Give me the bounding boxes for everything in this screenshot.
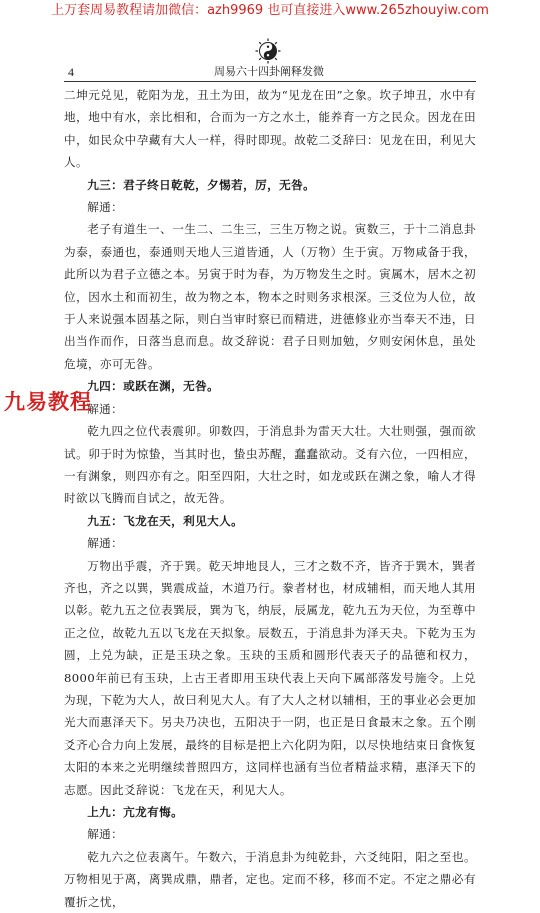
subheading: 解通： — [87, 200, 124, 215]
line-heading: 九五：飞龙在天，利见大人。 — [87, 513, 244, 528]
paragraph: 乾九四之位代表震卯。卯数四，于消息卦为雷天大壮。大壮则强，强而欲试。卯于时为惊蛰，当其时也，蛰虫苏醒，蠢蠢欲动。爻有六位，一四相应，一有渊象，则四亦有之。阳至四阳，大壮之时，如龙或跃在渊之象，喻人才得时欲以飞腾而自试之，故无咎。 — [64, 424, 476, 506]
paragraph: 二坤元兑见，乾阳为龙，丑土为田，故为“见龙在田”之象。坎子坤丑，水中有地，地中有水，亲比相和，合而为一方之水土，能养育一方之民众。因龙在田中，如民众中孕藏有大人一样，得时即现。故乾二爻辞曰：见龙在田，利见大人。 — [64, 88, 476, 170]
paragraph: 乾九六之位表离午。午数六，于消息卦为纯乾卦，六爻纯阳，阳之至也。万物相见于离，离巽成鼎，鼎者，定也。定而不移，移而不定。不定之鼎必有覆折之忧， — [64, 849, 476, 909]
running-header — [68, 64, 470, 80]
header-rule — [64, 81, 476, 82]
page-number: 4 — [68, 65, 74, 79]
line-heading: 上九：亢龙有悔。 — [87, 805, 184, 819]
book-title: 周易六十四卦阐释发微 — [214, 65, 324, 78]
line-heading: 九四：或跃在渊，无咎。 — [87, 379, 220, 394]
side-watermark: 九易教程 — [4, 390, 92, 414]
subheading: 解通： — [87, 827, 124, 842]
taiji-logo-icon — [255, 38, 281, 64]
paragraph: 万物出乎震，齐于巽。乾天坤地艮人，三才之数不齐，皆齐于巽木，巽者齐也，齐之以巽，巽震成益，木道乃行。豢者材也，材成辅相，而天地人其用以彰。乾九五之位表巽辰，巽为飞，纳辰，辰属龙，乾九五为天位，为至尊中正之位，故乾九五以飞龙在天拟象。辰数五，于消息卦为泽天夬。下乾为玉为圆，上兑为缺，正是玉玦之象。玉玦的玉质和圆形代表天子的品德和权力，8000年前已有玉玦，上古王者即用玉玦代表上天向下属部落发号施令。上兑为现，下乾为大人，故曰利见大人。有了大人之材以辅相，王的事业必会更加光大而惠泽天下。另夬乃决也，五阳决于一阴，也正是日食最末之象。五个刚爻齐心合力向上发展，最终的目标是把上六化阴为阳，以尽快地结束日食恢复太阳的本来之光明继续普照四方，这同样也涵有当位者精益求精，惠泽天下的志愿。因此爻辞说：飞龙在天，利见大人。 — [64, 558, 476, 797]
line-heading: 九三：君子终日乾乾，夕惕若，厉，无咎。 — [87, 177, 316, 192]
paragraph: 老子有道生一、一生二、二生三，三生万物之说。寅数三，于十二消息卦为泰，泰通也，泰通则天地人三道皆通，人（万物）生于寅。万物咸备于我，此所以为君子立德之本。另寅于时为春，为万物发生之时。寅属木，居木之初位，因水土和而初生，故为物之本，物本之时则务求根深。三爻位为人位，故于人来说强本固基之际，则白当审时察已而精进，进德修业亦当奉天不违，日出当作而作，日落当息而息。故爻辞说：君子日则加勉，夕则安闲休息，虽处危境，亦可无咎。 — [64, 222, 476, 371]
body-text — [64, 84, 476, 913]
top-watermark[interactable]: 上万套周易教程请加微信：azh9969 也可直接进入www.265zhouyiw.com — [51, 3, 489, 18]
subheading: 解通： — [87, 401, 124, 416]
subheading: 解通： — [87, 536, 124, 551]
